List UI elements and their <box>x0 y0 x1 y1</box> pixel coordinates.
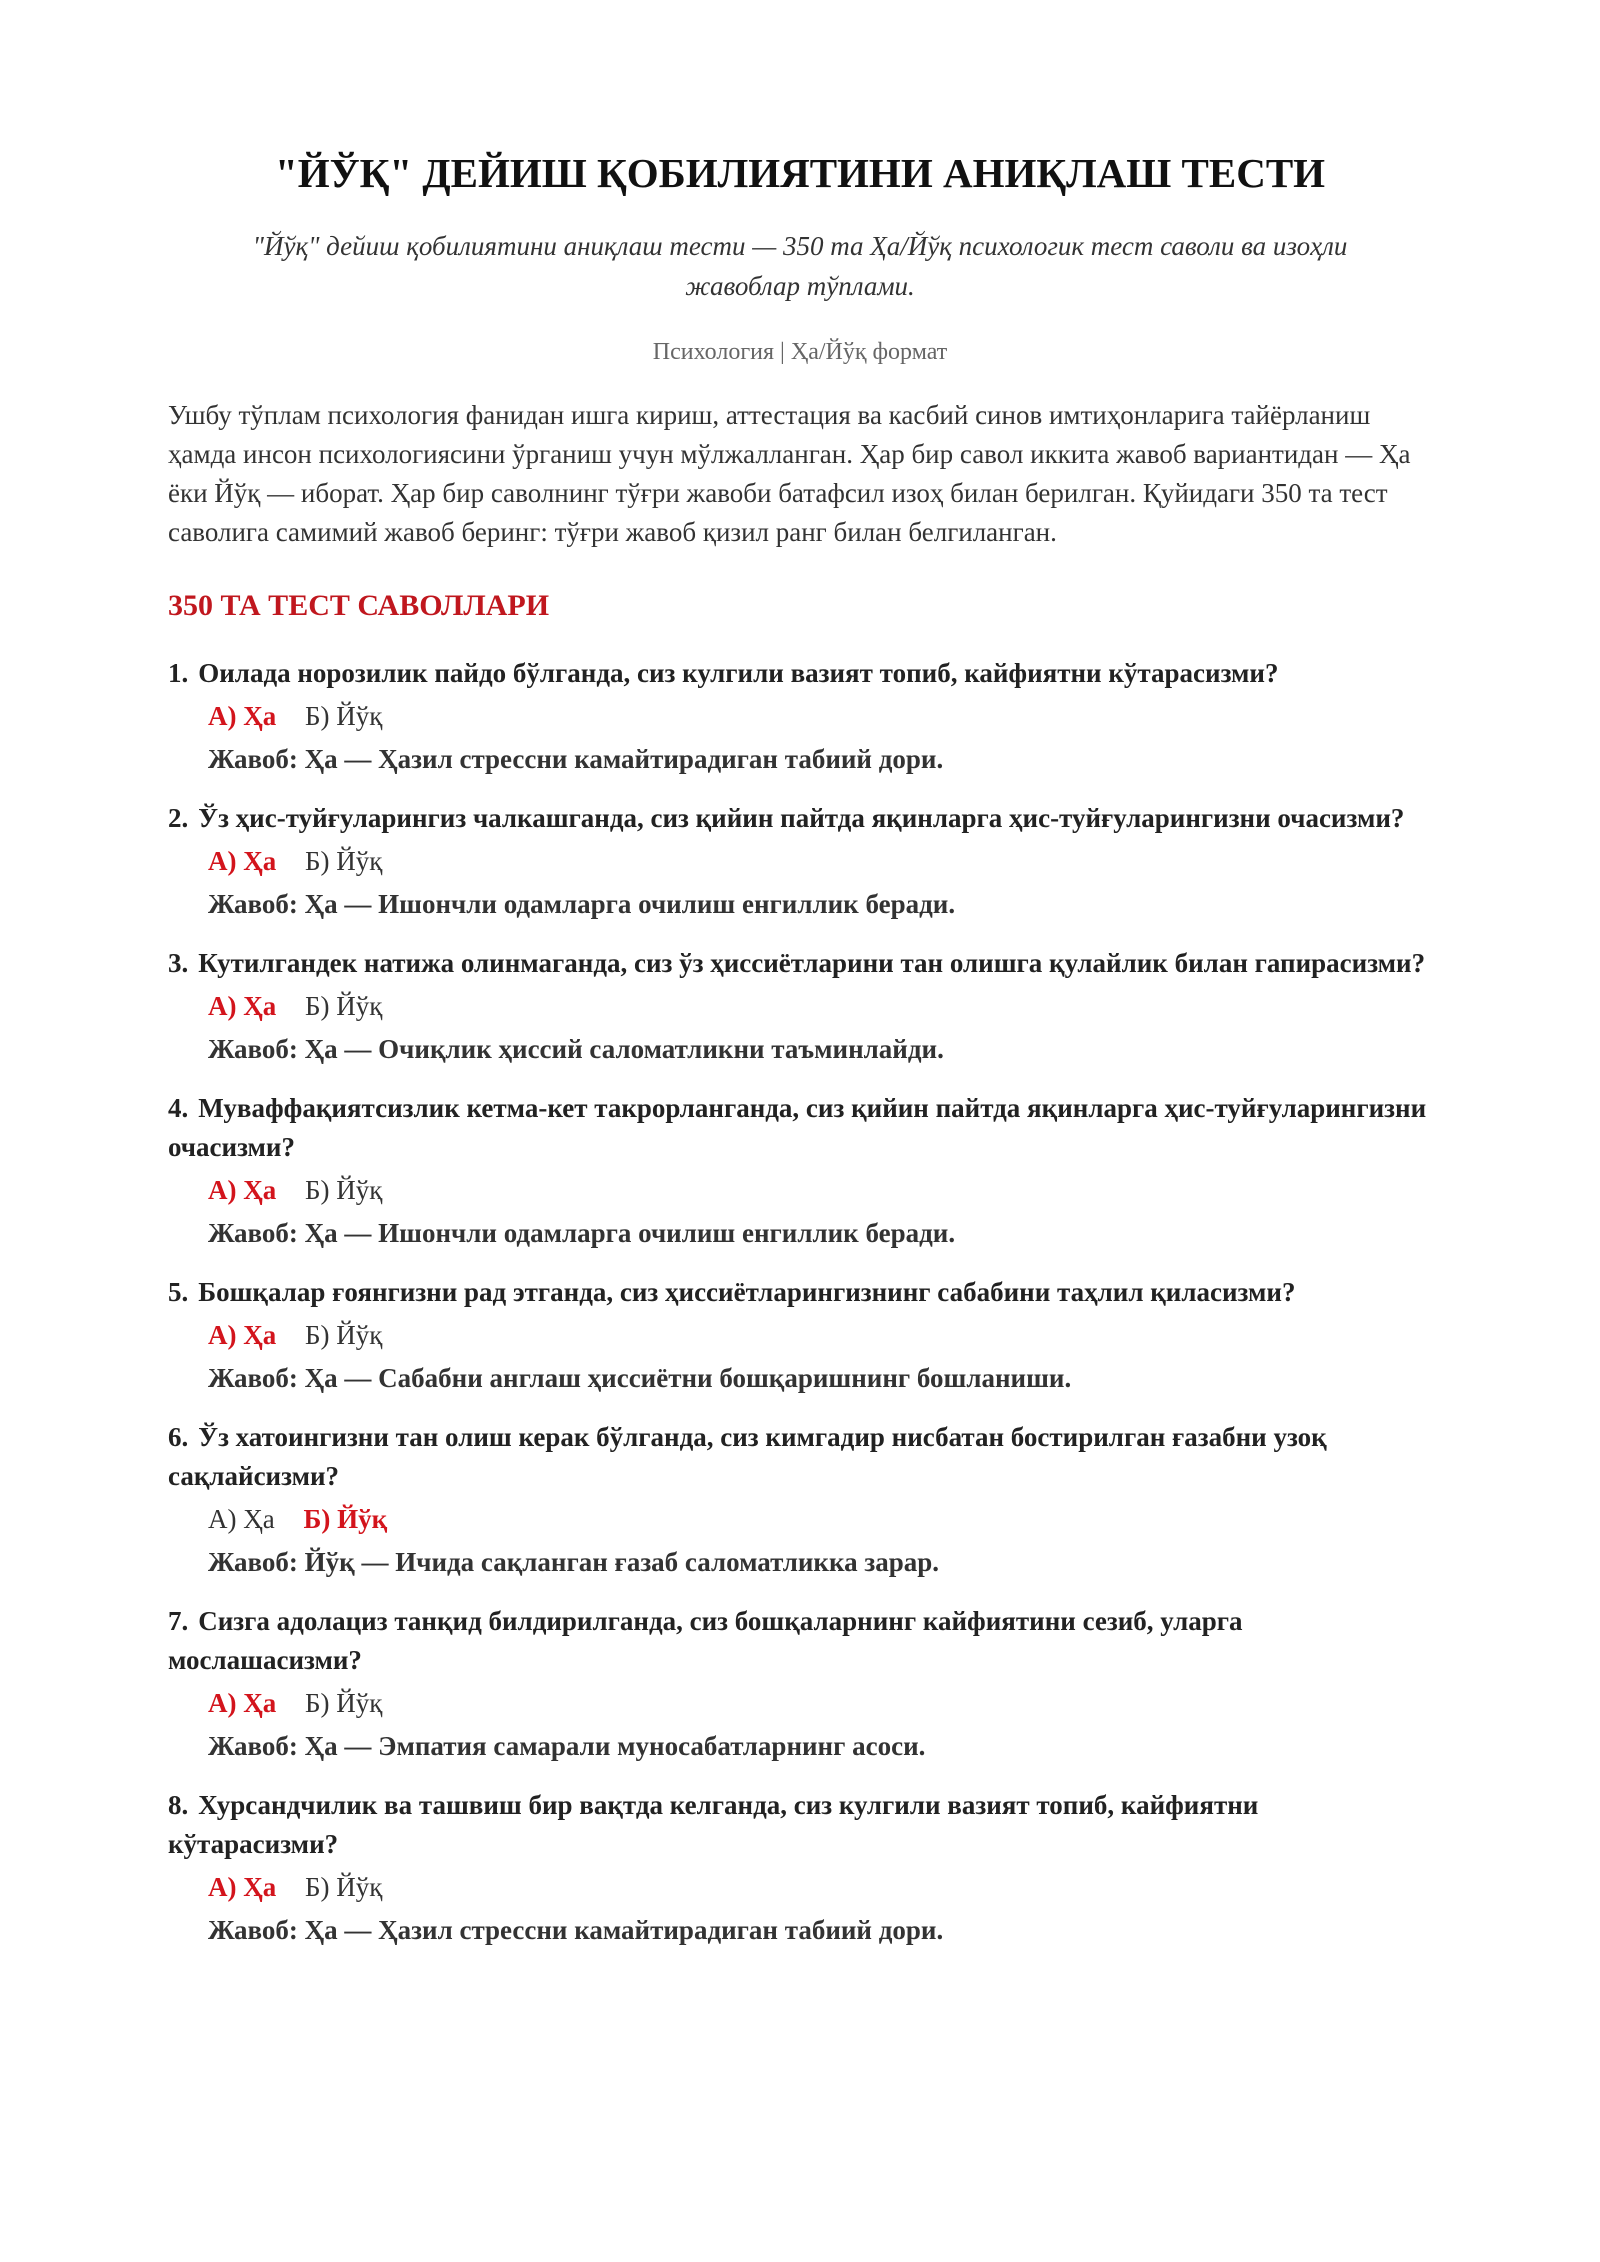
option-b[interactable]: Б) Йўқ <box>305 1872 383 1902</box>
question-body: Кутилгандек натижа олинмаганда, сиз ўз ҳиссиётларини тан олишга қулайлик билан гапирасизми? <box>198 948 1426 978</box>
answer-explanation: Жавоб: Ҳа — Сабабни англаш ҳиссиётни бошқаришнинг бошланиши. <box>208 1363 1072 1393</box>
question-text <box>168 1418 1432 1496</box>
question-number: 3. <box>168 948 189 978</box>
option-a[interactable]: А) Ҳа <box>208 1688 277 1718</box>
answer-options <box>168 987 1432 1026</box>
option-a[interactable]: А) Ҳа <box>208 701 277 731</box>
question-text <box>168 1273 1432 1312</box>
question-text <box>168 1602 1432 1680</box>
answer-explanation: Жавоб: Ҳа — Ишончли одамларга очилиш енгиллик беради. <box>208 889 956 919</box>
question-number: 4. <box>168 1093 189 1123</box>
question-item <box>168 944 1432 1069</box>
answer-options <box>168 1171 1432 1210</box>
option-b[interactable]: Б) Йўқ <box>305 1320 383 1350</box>
question-text <box>168 1786 1432 1864</box>
question-number: 7. <box>168 1606 189 1636</box>
question-item <box>168 1273 1432 1398</box>
question-item <box>168 1786 1432 1950</box>
document-subtitle: "Йўқ" дейиш қобилиятини аниқлаш тести — 350 та Ҳа/Йўқ психологик тест саволи ва изоҳли жавоблар тўплами. <box>252 231 1348 301</box>
option-b[interactable]: Б) Йўқ <box>305 1688 383 1718</box>
question-text <box>168 799 1432 838</box>
option-b[interactable]: Б) Йўқ <box>305 991 383 1021</box>
section-heading: 350 ТА ТЕСТ САВОЛЛАРИ <box>168 589 550 622</box>
option-a[interactable]: А) Ҳа <box>208 1175 277 1205</box>
question-list <box>168 654 1432 1950</box>
answer-options <box>168 1500 1432 1539</box>
answer-options <box>168 1684 1432 1723</box>
question-body: Сизга адолациз танқид билдирилганда, сиз бошқаларнинг кайфиятини сезиб, уларга мослашасизми? <box>168 1606 1243 1675</box>
option-b[interactable]: Б) Йўқ <box>305 701 383 731</box>
answer-explanation: Жавоб: Ҳа — Очиқлик ҳиссий саломатликни таъминлайди. <box>208 1034 944 1064</box>
option-b[interactable]: Б) Йўқ <box>303 1504 388 1534</box>
document-meta: Психология | Ҳа/Йўқ формат <box>652 339 948 365</box>
document-title: "ЙЎҚ" ДЕЙИШ ҚОБИЛИЯТИНИ АНИҚЛАШ ТЕСТИ <box>274 150 1326 196</box>
option-b[interactable]: Б) Йўқ <box>305 1175 383 1205</box>
option-a[interactable]: А) Ҳа <box>208 1872 277 1902</box>
option-a[interactable]: А) Ҳа <box>208 846 277 876</box>
question-number: 6. <box>168 1422 189 1452</box>
question-number: 8. <box>168 1790 189 1820</box>
question-number: 1. <box>168 658 189 688</box>
option-a[interactable]: А) Ҳа <box>208 991 277 1021</box>
answer-options <box>168 842 1432 881</box>
question-body: Оилада норозилик пайдо бўлганда, сиз кулгили вазият топиб, кайфиятни кўтарасизми? <box>198 658 1279 688</box>
question-item <box>168 1418 1432 1582</box>
question-number: 5. <box>168 1277 189 1307</box>
answer-options <box>168 1316 1432 1355</box>
question-text <box>168 944 1432 983</box>
answer-options <box>168 697 1432 736</box>
option-a[interactable]: А) Ҳа <box>208 1504 275 1534</box>
question-item <box>168 654 1432 779</box>
question-body: Хурсандчилик ва ташвиш бир вақтда келганда, сиз кулгили вазият топиб, кайфиятни кўтарасизми? <box>168 1790 1259 1859</box>
question-number: 2. <box>168 803 189 833</box>
intro-paragraph: Ушбу тўплам психология фанидан ишга кириш, аттестация ва касбий синов имтиҳонларига тайёрланиш ҳамда инсон психологиясини ўрганиш учун мўлжалланган. Ҳар бир савол иккита жавоб вариантидан — Ҳа ёки Йўқ — иборат. Ҳар бир саволнинг тўғри жавоби батафсил изоҳ билан берилган. Қуйидаги 350 та тест саволига самимий жавоб беринг: тўғри жавоб қизил ранг билан белгиланган. <box>168 400 1411 547</box>
answer-explanation: Жавоб: Йўқ — Ичида сақланган ғазаб саломатликка зарар. <box>208 1547 939 1577</box>
question-text <box>168 654 1432 693</box>
question-text <box>168 1089 1432 1167</box>
question-body: Бошқалар ғоянгизни рад этганда, сиз ҳиссиётларингизнинг сабабини таҳлил қиласизми? <box>198 1277 1296 1307</box>
option-b[interactable]: Б) Йўқ <box>305 846 383 876</box>
answer-options <box>168 1868 1432 1907</box>
answer-explanation: Жавоб: Ҳа — Ишончли одамларга очилиш енгиллик беради. <box>208 1218 956 1248</box>
answer-explanation: Жавоб: Ҳа — Ҳазил стрессни камайтирадиган табиий дори. <box>208 1915 944 1945</box>
question-item <box>168 799 1432 924</box>
question-item <box>168 1089 1432 1253</box>
answer-explanation: Жавоб: Ҳа — Эмпатия самарали муносабатларнинг асоси. <box>208 1731 926 1761</box>
option-a[interactable]: А) Ҳа <box>208 1320 277 1350</box>
question-item <box>168 1602 1432 1766</box>
question-body: Ўз ҳис-туйғуларингиз чалкашганда, сиз қийин пайтда яқинларга ҳис-туйғуларингизни очасизми? <box>198 803 1405 833</box>
answer-explanation: Жавоб: Ҳа — Ҳазил стрессни камайтирадиган табиий дори. <box>208 744 944 774</box>
question-body: Ўз хатоингизни тан олиш керак бўлганда, сиз кимгадир нисбатан бостирилган ғазабни узоқ сақлайсизми? <box>168 1422 1327 1491</box>
question-body: Муваффақиятсизлик кетма-кет такрорланганда, сиз қийин пайтда яқинларга ҳис-туйғуларингизни очасизми? <box>168 1093 1427 1162</box>
